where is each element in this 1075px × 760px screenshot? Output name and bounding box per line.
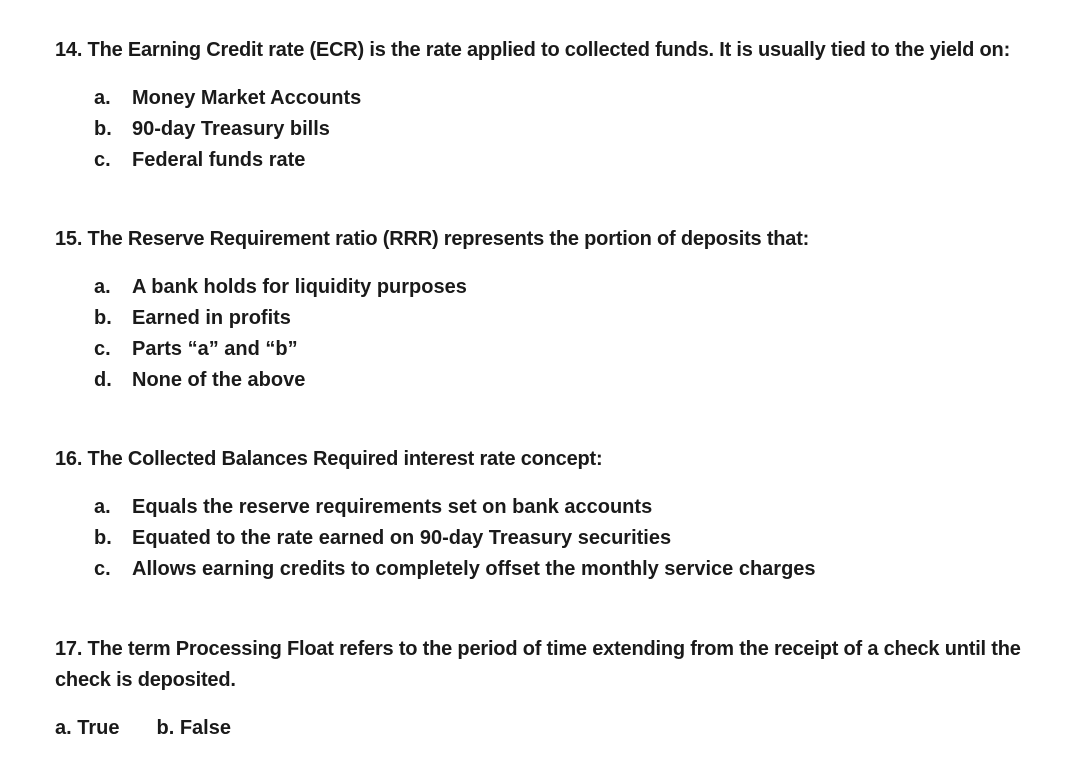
answer-option[interactable] [94,523,1045,554]
option-letter: b. [94,118,112,140]
option-letter: a. [94,496,111,518]
option-text: None of the above [132,369,306,391]
option-letter: d. [94,369,112,391]
option-letter: c. [94,558,111,580]
answer-option[interactable] [94,272,1045,303]
option-text: Equated to the rate earned on 90-day Treasury securities [132,527,672,549]
option-letter: c. [94,149,111,171]
option-text: Federal funds rate [132,149,306,171]
answer-option[interactable] [94,145,1045,176]
answer-options [55,83,1045,176]
option-text: Money Market Accounts [132,87,362,109]
question-16 [55,444,1045,585]
question-17 [55,634,1045,744]
option-text: 90-day Treasury bills [132,118,330,140]
answer-options [55,272,1045,396]
question-text: 14. The Earning Credit rate (ECR) is the rate applied to collected funds. It is usually tied to the yield on: [55,39,1011,61]
answer-false[interactable]: b. False [156,717,231,739]
option-letter: b. [94,307,112,329]
option-letter: a. [94,87,111,109]
answer-option[interactable] [94,303,1045,334]
option-text: A bank holds for liquidity purposes [132,276,467,298]
option-letter: a. [94,276,111,298]
answer-option[interactable] [94,365,1045,396]
question-text: 15. The Reserve Requirement ratio (RRR) represents the portion of deposits that: [55,228,810,250]
question-15 [55,224,1045,396]
answer-option[interactable] [94,83,1045,114]
answer-options [55,492,1045,585]
answer-option[interactable] [94,492,1045,523]
option-letter: c. [94,338,111,360]
question-14 [55,35,1045,176]
option-text: Parts “a” and “b” [132,338,298,360]
answer-true[interactable]: a. True [55,717,120,739]
answer-option[interactable] [94,334,1045,365]
option-text: Allows earning credits to completely offset the monthly service charges [132,558,816,580]
answer-option[interactable] [94,114,1045,145]
option-text: Earned in profits [132,307,291,329]
question-text: 17. The term Processing Float refers to the period of time extending from the receipt of a check until the check is deposited. [55,638,1021,691]
true-false-options [55,713,1045,744]
option-text: Equals the reserve requirements set on bank accounts [132,496,653,518]
question-text: 16. The Collected Balances Required interest rate concept: [55,448,603,470]
option-letter: b. [94,527,112,549]
answer-option[interactable] [94,554,1045,585]
